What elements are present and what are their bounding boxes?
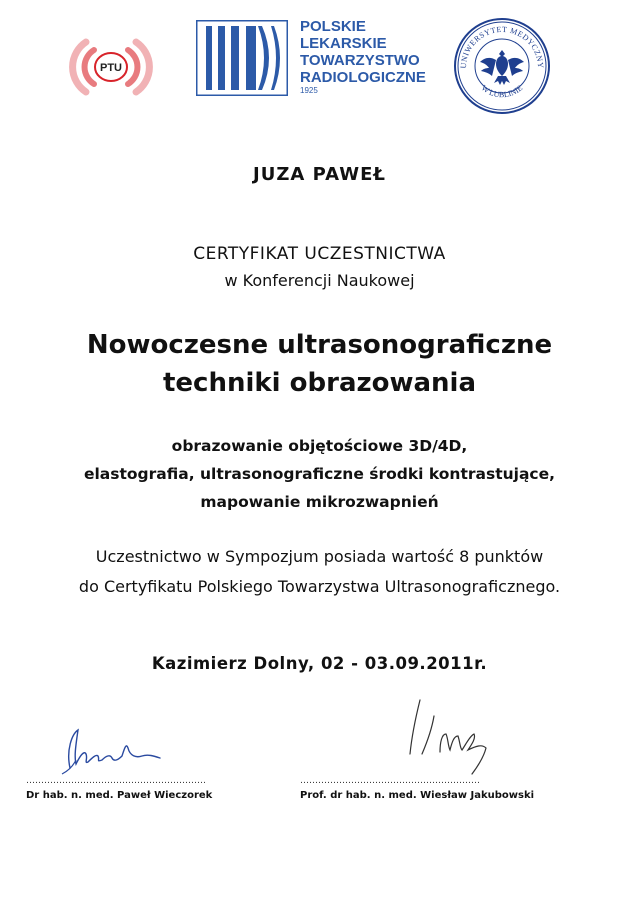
participant-name: JUZA PAWEŁ bbox=[253, 164, 386, 185]
signature-jakubowski-image bbox=[300, 694, 540, 776]
certificate-title: CERTYFIKAT UCZESTNICTWA bbox=[193, 244, 446, 264]
svg-text:W LUBLINIE bbox=[480, 83, 525, 99]
signature-right bbox=[300, 694, 560, 801]
conference-title-line-2: techniki obrazowania bbox=[162, 368, 477, 398]
pltr-logo bbox=[196, 18, 446, 102]
points-statement bbox=[0, 542, 639, 602]
seal-bottom-text: W LUBLINIE bbox=[479, 83, 525, 100]
points-line-2: do Certyfikatu Polskiego Towarzystwa Ultrasonograficznego. bbox=[78, 577, 561, 596]
pltr-line-3: TOWARZYSTWO bbox=[300, 52, 420, 69]
eagle-icon bbox=[480, 50, 524, 85]
signatory-left-name: Dr hab. n. med. Paweł Wieczorek bbox=[26, 790, 213, 801]
certificate-subtitle: w Konferencji Naukowej bbox=[224, 271, 415, 290]
conference-topics bbox=[0, 432, 639, 516]
signature-left-line: …………………………………………………… bbox=[26, 776, 206, 786]
university-seal bbox=[452, 16, 552, 116]
conference-title bbox=[0, 326, 639, 402]
pltr-line-4: RADIOLOGICZNE bbox=[300, 69, 426, 86]
topic-line-1: obrazowanie objętościowe 3D/4D, bbox=[171, 437, 468, 455]
topic-line-3: mapowanie mikrozwapnień bbox=[200, 493, 439, 511]
place-and-date: Kazimierz Dolny, 02 - 03.09.2011r. bbox=[151, 654, 488, 673]
signature-wieczorek-image bbox=[26, 720, 206, 776]
conference-title-line-1: Nowoczesne ultrasonograficzne bbox=[86, 330, 553, 360]
pltr-line-2: LEKARSKIE bbox=[300, 35, 387, 52]
ptu-logo bbox=[56, 22, 166, 112]
topic-line-2: elastografia, ultrasonograficzne środki kontrastujące, bbox=[83, 465, 555, 483]
ptu-logo-text: PTU bbox=[100, 62, 122, 74]
signature-left bbox=[26, 720, 236, 801]
pltr-name bbox=[300, 18, 426, 96]
points-line-1: Uczestnictwo w Sympozjum posiada wartość 8 punktów bbox=[95, 547, 544, 566]
seal-top-text: UNIWERSYTET MEDYCZNY bbox=[458, 24, 546, 69]
signature-right-line: …………………………………………………… bbox=[300, 776, 480, 786]
signatory-right-name: Prof. dr hab. n. med. Wiesław Jakubowski bbox=[300, 790, 535, 801]
pltr-line-1: POLSKIE bbox=[300, 18, 366, 35]
pltr-year: 1925 bbox=[300, 86, 318, 95]
